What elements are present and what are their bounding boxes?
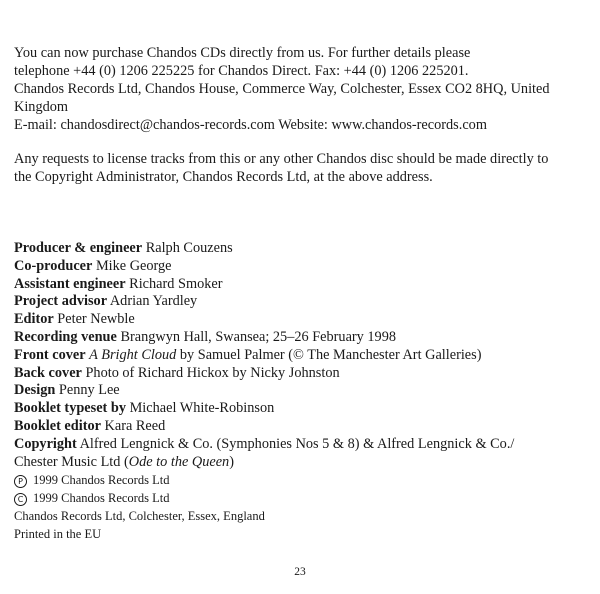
credit-value: ): [229, 453, 234, 470]
printed-in: Printed in the EU: [14, 527, 102, 542]
credit-value: Michael White-Robinson: [129, 400, 275, 417]
credit-copyright-continued: [14, 454, 590, 472]
credit-value: Penny Lee: [58, 382, 120, 399]
company-address: Chandos Records Ltd, Colchester, Essex, England: [14, 509, 265, 524]
page-number: 23: [294, 566, 306, 578]
phonogram-text: 1999 Chandos Records Ltd: [33, 473, 170, 488]
credit-value: Brangwyn Hall, Swansea; 25–26 February 1998: [120, 328, 397, 345]
credit-label: Booklet typeset by: [14, 400, 126, 417]
credit-label: Front cover: [14, 346, 86, 363]
credit-assistant: [14, 276, 590, 294]
credit-value: Adrian Yardley: [109, 293, 198, 310]
credit-back-cover: [14, 365, 590, 383]
credit-value: Alfred Lengnick & Co. (Symphonies Nos 5 & 8) & Alfred Lengnick & Co./: [79, 435, 515, 452]
credit-advisor: [14, 293, 590, 311]
credit-label: Recording venue: [14, 328, 117, 345]
credit-producer: [14, 240, 590, 258]
credit-value: Ralph Couzens: [145, 240, 233, 256]
artwork-title: A Bright Cloud: [89, 346, 177, 363]
credit-design: [14, 382, 590, 400]
credit-label: Producer & engineer: [14, 240, 143, 256]
phonogram-line: [14, 471, 590, 489]
credit-label: Editor: [14, 311, 54, 328]
copyright-text: 1999 Chandos Records Ltd: [33, 491, 170, 506]
contact-line: telephone +44 (0) 1206 225225 for Chandos Direct. Fax: +44 (0) 1206 225201.: [14, 63, 469, 79]
phonogram-icon: P: [14, 475, 27, 488]
work-title: Ode to the Queen: [128, 453, 230, 470]
credit-front-cover: [14, 347, 590, 365]
credit-label: Project advisor: [14, 293, 108, 310]
credit-label: Design: [14, 382, 56, 399]
credit-label: Back cover: [14, 364, 82, 381]
credit-value: Mike George: [95, 257, 172, 274]
copyright-icon: C: [14, 493, 27, 506]
contact-block: [14, 44, 590, 134]
contact-line: Chandos Records Ltd, Chandos House, Commerce Way, Colchester, Essex CO2 8HQ, United: [14, 81, 550, 97]
copyright-line: [14, 489, 590, 507]
credit-venue: [14, 329, 590, 347]
credit-label: Copyright: [14, 435, 77, 452]
contact-line: E-mail: chandosdirect@chandos-records.com Website: www.chandos-records.com: [14, 117, 487, 133]
credit-value: Photo of Richard Hickox by Nicky Johnston: [85, 364, 340, 381]
credit-editor: [14, 311, 590, 329]
credit-booklet-editor: [14, 418, 590, 436]
credit-value: Richard Smoker: [129, 275, 223, 292]
booklet-page: [14, 44, 590, 543]
credit-label: Co-producer: [14, 257, 93, 274]
license-line: Any requests to license tracks from this or any other Chandos disc should be made directly to: [14, 151, 549, 167]
license-block: [14, 150, 590, 186]
credit-value: Chester Music Ltd (: [14, 453, 129, 470]
credit-copyright: [14, 436, 590, 454]
credits-block: [14, 240, 590, 543]
license-line: the Copyright Administrator, Chandos Records Ltd, at the above address.: [14, 169, 433, 185]
credit-value: Peter Newble: [57, 311, 135, 328]
credit-coproducer: [14, 258, 590, 276]
credit-typeset: [14, 400, 590, 418]
contact-line: You can now purchase Chandos CDs directly from us. For further details please: [14, 45, 471, 61]
credit-value: Kara Reed: [104, 417, 166, 434]
credit-label: Assistant engineer: [14, 275, 126, 292]
contact-line: Kingdom: [14, 99, 69, 115]
credit-value: by Samuel Palmer (© The Manchester Art Galleries): [176, 346, 482, 363]
credit-label: Booklet editor: [14, 417, 101, 434]
